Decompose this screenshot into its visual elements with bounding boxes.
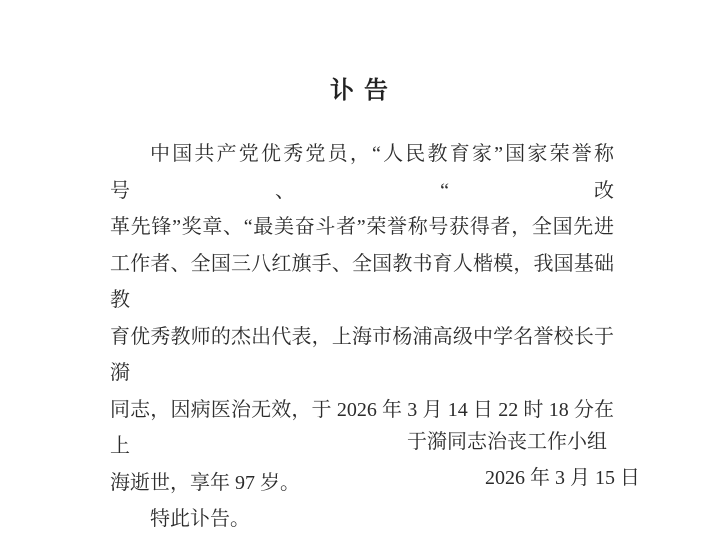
body-line: 育优秀教师的杰出代表，上海市杨浦高级中学名誉校长于漪 [110,325,614,384]
body-line: 工作者、全国三八红旗手、全国教书育人楷模，我国基础教 [110,252,614,311]
body-line: 同志，因病医治无效，于 2026 年 3 月 14 日 22 时 18 分在上 [110,398,614,457]
body-line: 海逝世，享年 97 岁。 [110,471,300,494]
signature-line: 于漪同志治丧工作小组 [407,431,607,453]
body-line: 特此讣告。 [150,508,250,530]
date-line: 2026 年 3 月 15 日 [485,467,640,489]
body-line: 革先锋”奖章、“最美奋斗者”荣誉称号获得者，全国先进 [110,216,614,238]
document-title: 讣 告 [330,78,390,104]
body-line: 中国共产党优秀党员，“人民教育家”国家荣誉称号、“改 [110,143,614,202]
